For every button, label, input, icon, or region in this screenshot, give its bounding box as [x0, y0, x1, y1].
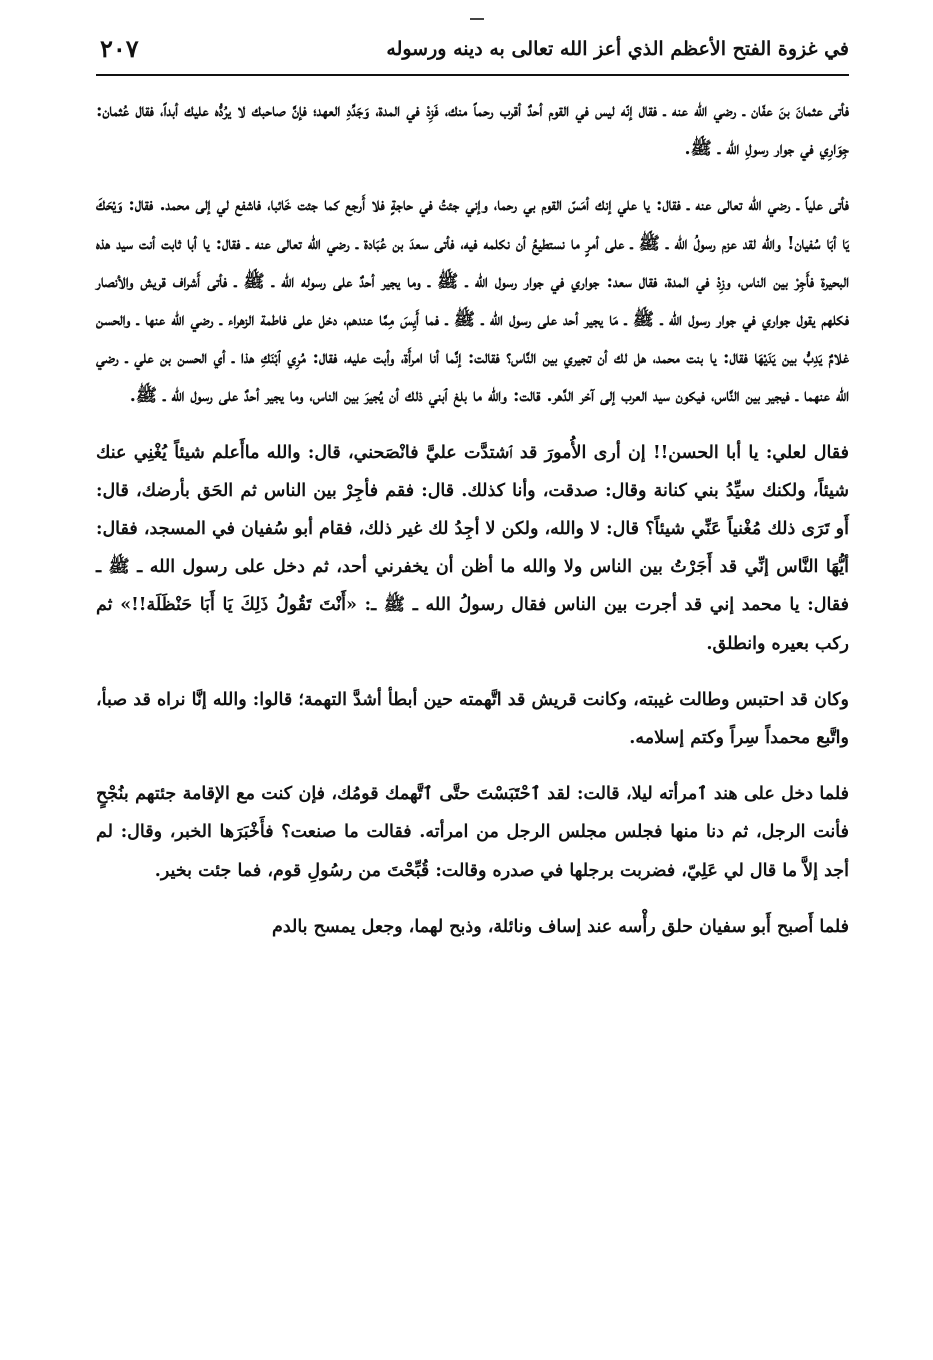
- paragraph-abu-sufyan-mosque: فقال لعلي: يا أبا الحسن!! إن أرى الأُمورَ قد ٱشتدَّت عليَّ فانْصَحني، قال: والله ماأَعلم شيئاً يُغْنِي عنك شيئاً، ولكنك سيِّدُ بني كنانة وقال: صدقت، وأنا كذلك. قال: فقم فأجِرْ بين الناس ثم الحَق بأرضك، قال: أَو تَرَى ذلك مُغْنياً عَنِّي شيئاً؟ قال: لا والله، ولكن لا أجِدُ لك غير ذلك، فقام أبو سُفيان في المسجد، فقال: أيُّهَا النَّاس إنِّي قد أَجَرْتُ بين الناس ولا والله ما أظن أن يخفرني أحد، ثم دخل على رسول الله ـ ﷺ ـ فقال: يا محمد إني قد أجرت بين الناس فقال رسولُ الله ـ ﷺ ـ: «أَنْتَ تَقُولُ ذَلِكَ يَا أَبَا حَنْظَلَة!!» ثم ركب بعيره وانطلق.: [96, 442, 849, 654]
- page-header: [96, 30, 849, 76]
- body-text: [96, 92, 849, 946]
- top-margin-mark: [470, 18, 484, 20]
- paragraph-quraysh-suspicion: وكان قد احتبس وطالت غيبته، وكانت قريش قد اتَّهمته حين أبطأ أشدَّ التهمة؛ قالوا: والله إنَّا نراه قد صبأ، واتَّبع محمداً سِراً وكتم إسلامه.: [96, 689, 849, 749]
- paragraph-isaf-naila: فلما أَصبح أَبو سفيان حلق رأْسه عند إساف ونائلة، وذبح لهما، وجعل يمسح بالدم: [271, 916, 849, 937]
- paragraph-ali-saad-fatima: فأتى علياً ـ رضي الله تعالى عنه ـ فقال: يا علي إنك أمَسّ القوم بي رحما، وإني جئتُ في حاجةٍ فلا أَرجع كما جئت خَائبا، فاشفع لي إلى محمد. فقال: وَيْحَكَ يَا أبَا سُفيان! والله لقد عزم رسولُ الله ـ ﷺ ـ على أمرٍ ما نستطيعُ أن نكلمه فيه، فأتى سعدَ بن عُبَادة ـ رضي الله تعالى عنه ـ فقال: يا أبا ثابت أنت سيد هذه البحيرة فأَجِرْ بين الناس، وزِدْ في المدة، فقال سعد: جواري في جوار رسول الله ـ ﷺ ـ وما يجير أحدٌ على رسوله الله ـ ﷺ ـ فأتى أَشراف قريش والأنصار فكلهم يقول جواري في جوار رسول الله ـ ﷺ ـ مَا يجير أحد على رسول الله ـ ﷺ ـ فما أَيِسَ مِمَّا عندهم، دخل على فاطمة الزهراء ـ رضي الله عنها ـ والحسن غلامٌ يَدِبُّ بين يَدَيْهَا فقال: يا بنت محمد، هل لك أن تجيري بين النَّاس؟ فقالت: إنَّما أنا امرأَة، وأبت عليه، فقال: مُرِي ٱبْنَكِ هذا ـ أي الحسن بن علي ـ رضي الله عنهما ـ فيجير بين النَّاس، فيكون سيد العرب إلى آخر الدَّهر. قالت: والله ما بلغ ٱبني ذلك أن يُجيرَ بين الناس، وما يجير أحدٌ على رسول الله ـ ﷺ.: [96, 195, 849, 407]
- running-head: في غزوة الفتح الأعظم الذي أعز الله تعالى به دينه ورسوله: [386, 38, 849, 60]
- page-number: ٢٠٧: [100, 34, 139, 63]
- paragraph-uthman: فأتى عثمانَ بنَ عفّان ـ رضي الله عنه ـ فقال إنّه ليس في القوم أحدٌ أقرب رحماً منك، فَزِدْ في المدة، وَجَدِّدِ العهد؛ فإنَّ صاحبك لا يرُدُّه عليك أبداً، فقال عُثمان: جِوَارِي في جوار رسولِ الله ـ ﷺ.: [96, 101, 849, 160]
- paragraph-hind: فلما دخل على هند ٱمرأته ليلا، قالت: لقد ٱحْتَبَسْتَ حتَّى ٱتَّهمك قومُك، فإن كنت مع الإقامة جئتهم بنُجْحٍ فأنت الرجل، ثم دنا منها فجلس مجلس الرجل من امرأته. فقالت ما صنعت؟ فأَخْبَرَها الخبر، وقال: لم أجد إلاَّ ما قال لي عَلِيّ، فضربت برجلها في صدره وقالت: قُبِّحْتَ من رسُولِ قوم، فما جئت بخير.: [96, 784, 849, 881]
